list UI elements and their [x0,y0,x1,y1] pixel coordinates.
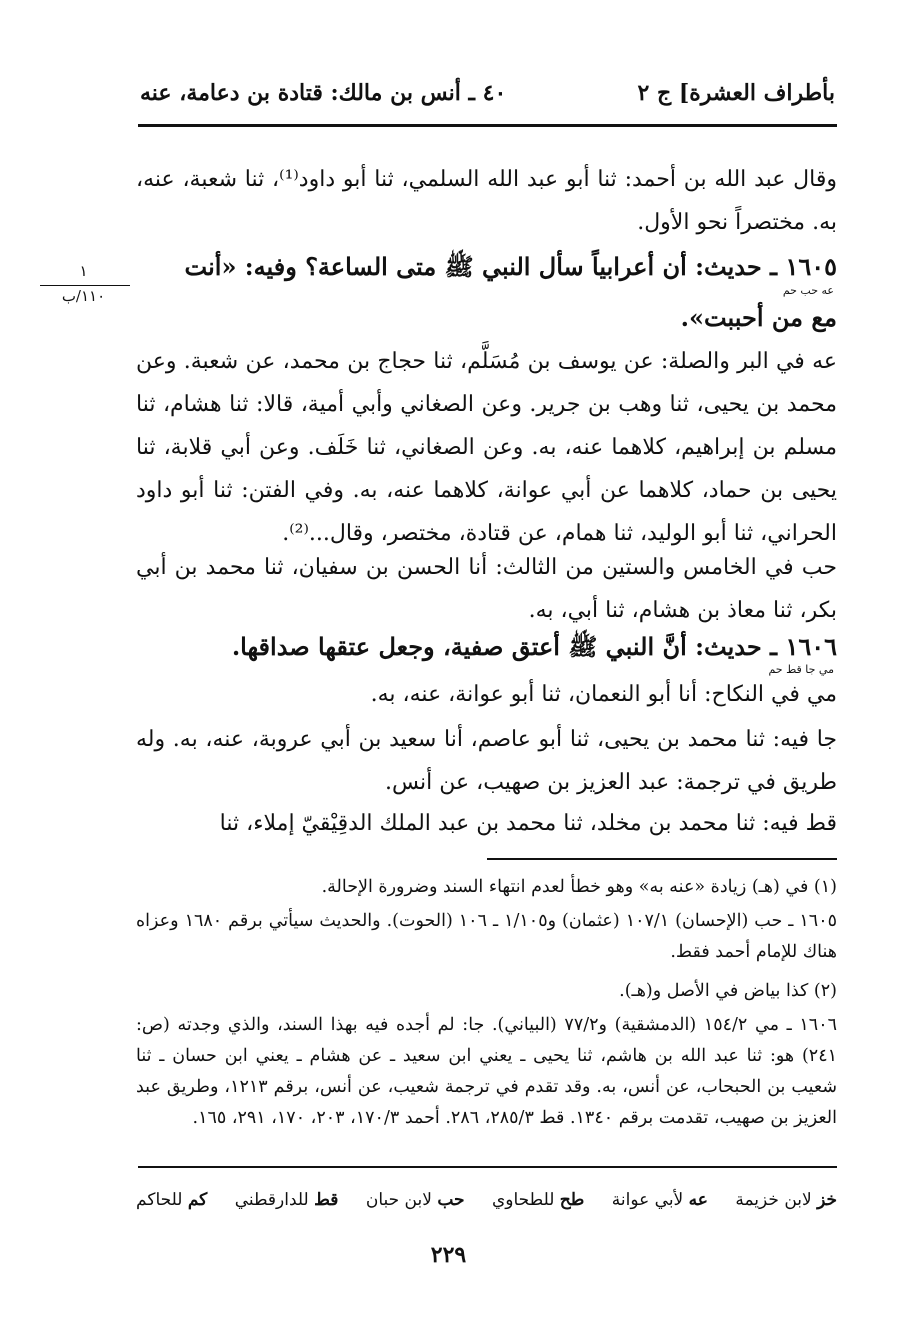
legend-item: طح للطحاوي [491,1190,585,1210]
running-header-chapter: ٤٠ ـ أنس بن مالك: قتادة بن دعامة، عنه [140,80,507,106]
paragraph-ibn-hibban: حب في الخامس والستين من الثالث: أنا الحسن بن سفيان، ثنا محمد بن أبي بكر، ثنا معاذ بن هشام، ثنا أبي، به. [136,555,837,623]
legend-item: حب لابن حبان [365,1190,465,1210]
margin-folio-bottom: ١١٠/ب [61,287,106,305]
legend-item: كم للحاكم [136,1190,208,1210]
footnote-1606: ١٦٠٦ ـ مي ١٥٤/٢ (الدمشقية) و٧٧/٢ (البياني). جا: لم أجده فيه بهذا السند، والذي وجدته (ص: ٢٤١) هو: ثنا عبد الله بن هاشم، ثنا يحيى ـ يعني ابن سعيد ـ عن هشام ـ يعني ابن حسان ـ ثنا شعيب بن الحبحاب، عن أنس، به. وقد تقدم في ترجمة شعيب، عن أنس، برقم ١٢١٣، وطريق عبد العزيز بن صهيب، تقدمت برقم ١٣٤٠. قط ٢٨٥/٣، ٢٨٦. أحمد ١٧٠/٣، ٢٠٣، ١٧٠، ٢٩١، ١٦٥. [136,1015,837,1128]
legend-item: خز لابن خزيمة [735,1190,837,1210]
margin-folio-rule [40,285,130,286]
footnote-1: (١) في (هـ) زيادة «عنه به» وهو خطأ لعدم انتهاء السند وضرورة الإحالة. [321,877,837,897]
abbreviation-legend [136,1190,837,1210]
hadith-1605-heading: ١٦٠٥ ـ حديث: أن أعرابياً سأل النبي ﷺ متى الساعة؟ وفيه: «أنت [184,252,837,281]
hadith-1606-heading: ١٦٠٦ ـ حديث: أنَّ النبي ﷺ أعتق صفية، وجعل عتقها صداقها. [231,632,837,661]
paragraph-abu-awana: عه في البر والصلة: عن يوسف بن مُسَلَّم، ثنا حجاج بن محمد، عن شعبة. وعن محمد بن يحيى، ثنا وهب بن جرير. وعن الصغاني وأبي أمية، قالا: ثنا هشام، ثنا مسلم بن إبراهيم، كلاهما عنه، به. وعن الصغاني، ثنا خَلَف. وعن أبي قلابة، ثنا يحيى بن حماد، كلاهما عن أبي عوانة، كلاهما عنه، به. وفي الفتن: ثنا أبو داود الحراني، ثنا أبو الوليد، ثنا همام، عن قتادة، مختصر، وقال...⁽²⁾. [136,349,837,546]
legend-item: عه لأبي عوانة [611,1190,708,1210]
legend-rule [138,1166,837,1168]
footnote-2: (٢) كذا بياض في الأصل و(هـ). [619,981,837,1001]
hadith-1605-ending: مع من أحببت». [680,303,837,332]
margin-folio-top: ١ [79,262,88,280]
footnote-1605: ١٦٠٥ ـ حب (الإحسان) ١٠٧/١ (عثمان) و١/١٠٥ ـ ١٠٦ (الحوت). والحديث سيأتي برقم ١٦٨٠ وعزاه هناك للإمام أحمد فقط. [136,911,837,962]
hadith-1606-sigla: مي جا قط حم [768,663,834,676]
paragraph-abdullah: وقال عبد الله بن أحمد: ثنا أبو عبد الله السلمي، ثنا أبو داود⁽¹⁾، ثنا شعبة، عنه، به. مختصراً نحو الأول. [136,167,837,235]
paragraph-daraqutni: قط فيه: ثنا محمد بن مخلد، ثنا محمد بن عبد الملك الدقِيْقيّ إملاء، ثنا [219,811,837,836]
paragraph-darimi: مي في النكاح: أنا أبو النعمان، ثنا أبو عوانة، عنه، به. [370,682,837,707]
legend-item: قط للدارقطني [234,1190,339,1210]
page-number: ٢٢٩ [430,1242,467,1268]
header-rule [138,124,837,127]
footnote-separator [487,858,837,860]
hadith-1605-sigla: عه حب حم [782,284,834,297]
running-header-volume: بأطراف العشرة] ج ٢ [637,80,835,106]
paragraph-jarud: جا فيه: ثنا محمد بن يحيى، ثنا أبو عاصم، أنا سعيد بن أبي عروبة، عنه، به. وله طريق في ترجمة: عبد العزيز بن صهيب، عن أنس. [136,727,837,795]
